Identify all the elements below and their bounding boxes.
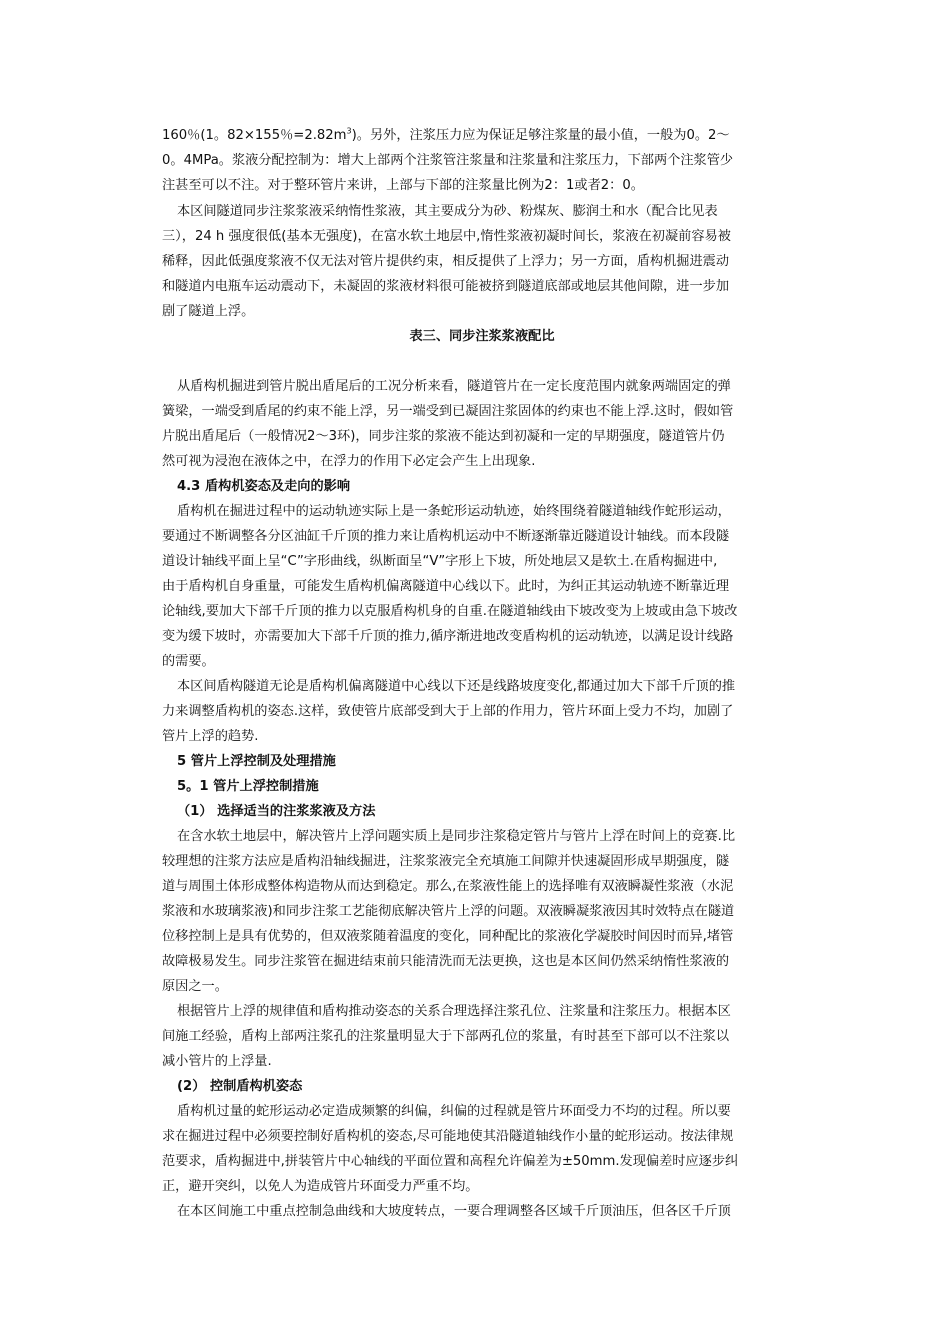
paragraph-line: 的需要。: [162, 654, 215, 669]
paragraph-line: 盾构机过量的蛇形运动必定造成频繁的纠偏，纠偏的过程就是管片环面受力不均的过程。所以要: [177, 1104, 731, 1119]
paragraph-line: 管片上浮的趋势.: [162, 729, 259, 744]
paragraph-line: 本区间隧道同步注浆浆液采纳惰性浆液，其主要成分为砂、粉煤灰、膨润土和水（配合比见表: [177, 204, 718, 219]
paragraph-line: 0。4MPa。浆液分配控制为：增大上部两个注浆管注浆量和注浆量和注浆压力，下部两个注浆管少: [162, 153, 734, 168]
item-heading: (2） 控制盾构机姿态: [177, 1079, 303, 1094]
paragraph-line: 故障极易发生。同步注浆管在掘进结束前只能清洗而无法更换，这也是本区间仍然采纳惰性浆液的: [162, 954, 730, 969]
paragraph-line: 剧了隧道上浮。: [162, 304, 255, 319]
paragraph-line: 论轴线,要加大下部千斤顶的推力以克服盾构机身的自重.在隧道轴线由下坡改变为上坡或由急下坡改: [162, 604, 738, 619]
paragraph-line: 160％(1。82×155％$=2.82m^3$)。另外，注浆压力应为保证足够注浆量的最小值，一般为0。2～: [162, 127, 730, 143]
paragraph-line: 力来调整盾构机的姿态.这样，致使管片底部受到大于上部的作用力，管片环面上受力不均，加剧了: [162, 704, 734, 719]
paragraph-line: 范要求，盾构掘进中,拼装管片中心轴线的平面位置和高程允许偏差为±50mm.发现偏差时应逐步纠: [162, 1154, 739, 1169]
paragraph-line: 道设计轴线平面上呈“C”字形曲线，纵断面呈“V”字形上下坡，所处地层又是软土.在盾构掘进中,: [162, 554, 718, 569]
paragraph-line: 求在掘进过程中必须要控制好盾构机的姿态,尽可能地使其沿隧道轴线作小量的蛇形运动。按法律规: [162, 1129, 734, 1144]
paragraph-line: 本区间盾构隧道无论是盾构机偏离隧道中心线以下还是线路坡度变化,都通过加大下部千斤顶的推: [177, 679, 736, 694]
paragraph-line: 三），24 h 强度很低(基本无强度)，在富水软土地层中,惰性浆液初凝时间长，浆液在初凝前容易被: [162, 229, 731, 244]
paragraph-line: 较理想的注浆方法应是盾构沿轴线掘进，注浆浆液完全充填施工间隙并快速凝固形成早期强度，隧: [162, 854, 730, 869]
paragraph-line: 和隧道内电瓶车运动震动下，未凝固的浆液材料很可能被挤到隧道底部或地层其他间隙，进一步加: [162, 279, 730, 294]
paragraph-line: 减小管片的上浮量.: [162, 1054, 272, 1069]
item-heading: （1） 选择适当的注浆浆液及方法: [177, 804, 376, 819]
paragraph-line: 由于盾构机自身重量，可能发生盾构机偏离隧道中心线以下。此时，为纠正其运动轨迹不断靠近理: [162, 579, 730, 594]
section-heading: 4.3 盾构机姿态及走向的影响: [177, 479, 351, 494]
paragraph-line: 稀释，因此低强度浆液不仅无法对管片提供约束，相反提供了上浮力；另一方面，盾构机掘进震动: [162, 254, 730, 269]
paragraph-line: 原因之一。: [162, 979, 228, 994]
paragraph-line: 盾构机在掘进过程中的运动轨迹实际上是一条蛇形运动轨迹，始终围绕着隧道轴线作蛇形运动，: [177, 504, 731, 519]
paragraph-line: 浆液和水玻璃浆液)和同步注浆工艺能彻底解决管片上浮的问题。双液瞬凝浆液因其时效特点在隧道: [162, 904, 735, 919]
paragraph-line: 位移控制上是具有优势的，但双液浆随着温度的变化，同种配比的浆液化学凝胶时间因时而异,堵管: [162, 929, 734, 944]
subsection-heading: 5。1 管片上浮控制措施: [177, 779, 319, 794]
paragraph-line: 注甚至可以不注。对于整环管片来讲，上部与下部的注浆量比例为2：1或者2：0。: [162, 178, 644, 193]
paragraph-line: 变为缓下坡时，亦需要加大下部千斤顶的推力,循序渐进地改变盾构机的运动轨迹，以满足设计线路: [162, 629, 734, 644]
paragraph-line: 根据管片上浮的规律值和盾构推动姿态的关系合理选择注浆孔位、注浆量和注浆压力。根据本区: [177, 1004, 731, 1019]
paragraph-line: 道与周围土体形成整体构造物从而达到稳定。那么,在浆液性能上的选择唯有双液瞬凝性浆液（水泥: [162, 879, 734, 894]
paragraph-line: 间施工经验，盾构上部两注浆孔的注浆量明显大于下部两孔位的浆量，有时甚至下部可以不注浆以: [162, 1029, 730, 1044]
paragraph-line: 要通过不断调整各分区油缸千斤顶的推力来让盾构机运动中不断逐渐靠近隧道设计轴线。而本段隧: [162, 529, 730, 544]
table-title: 表三、同步注浆浆液配比: [409, 329, 555, 344]
paragraph-line: 从盾构机掘进到管片脱出盾尾后的工况分析来看，隧道管片在一定长度范围内就象两端固定的弹: [177, 379, 731, 394]
paragraph-line: 然可视为浸泡在液体之中，在浮力的作用下必定会产生上出现象.: [162, 454, 536, 469]
paragraph-line: 簧梁，一端受到盾尾的约束不能上浮，另一端受到已凝固注浆固体的约束也不能上浮.这时，假如管: [162, 404, 734, 419]
paragraph-line: 在本区间施工中重点控制急曲线和大坡度转点，一要合理调整各区域千斤顶油压，但各区千斤顶: [177, 1204, 731, 1219]
paragraph-line: 在含水软土地层中，解决管片上浮问题实质上是同步注浆稳定管片与管片上浮在时间上的竞赛.比: [177, 829, 736, 844]
paragraph-line: 片脱出盾尾后（一般情况2～3环)，同步注浆的浆液不能达到初凝和一定的早期强度，隧道管片仍: [162, 429, 725, 444]
paragraph-line: 正，避开突纠，以免人为造成管片环面受力严重不均。: [162, 1179, 479, 1194]
section-heading: 5 管片上浮控制及处理措施: [177, 754, 336, 769]
